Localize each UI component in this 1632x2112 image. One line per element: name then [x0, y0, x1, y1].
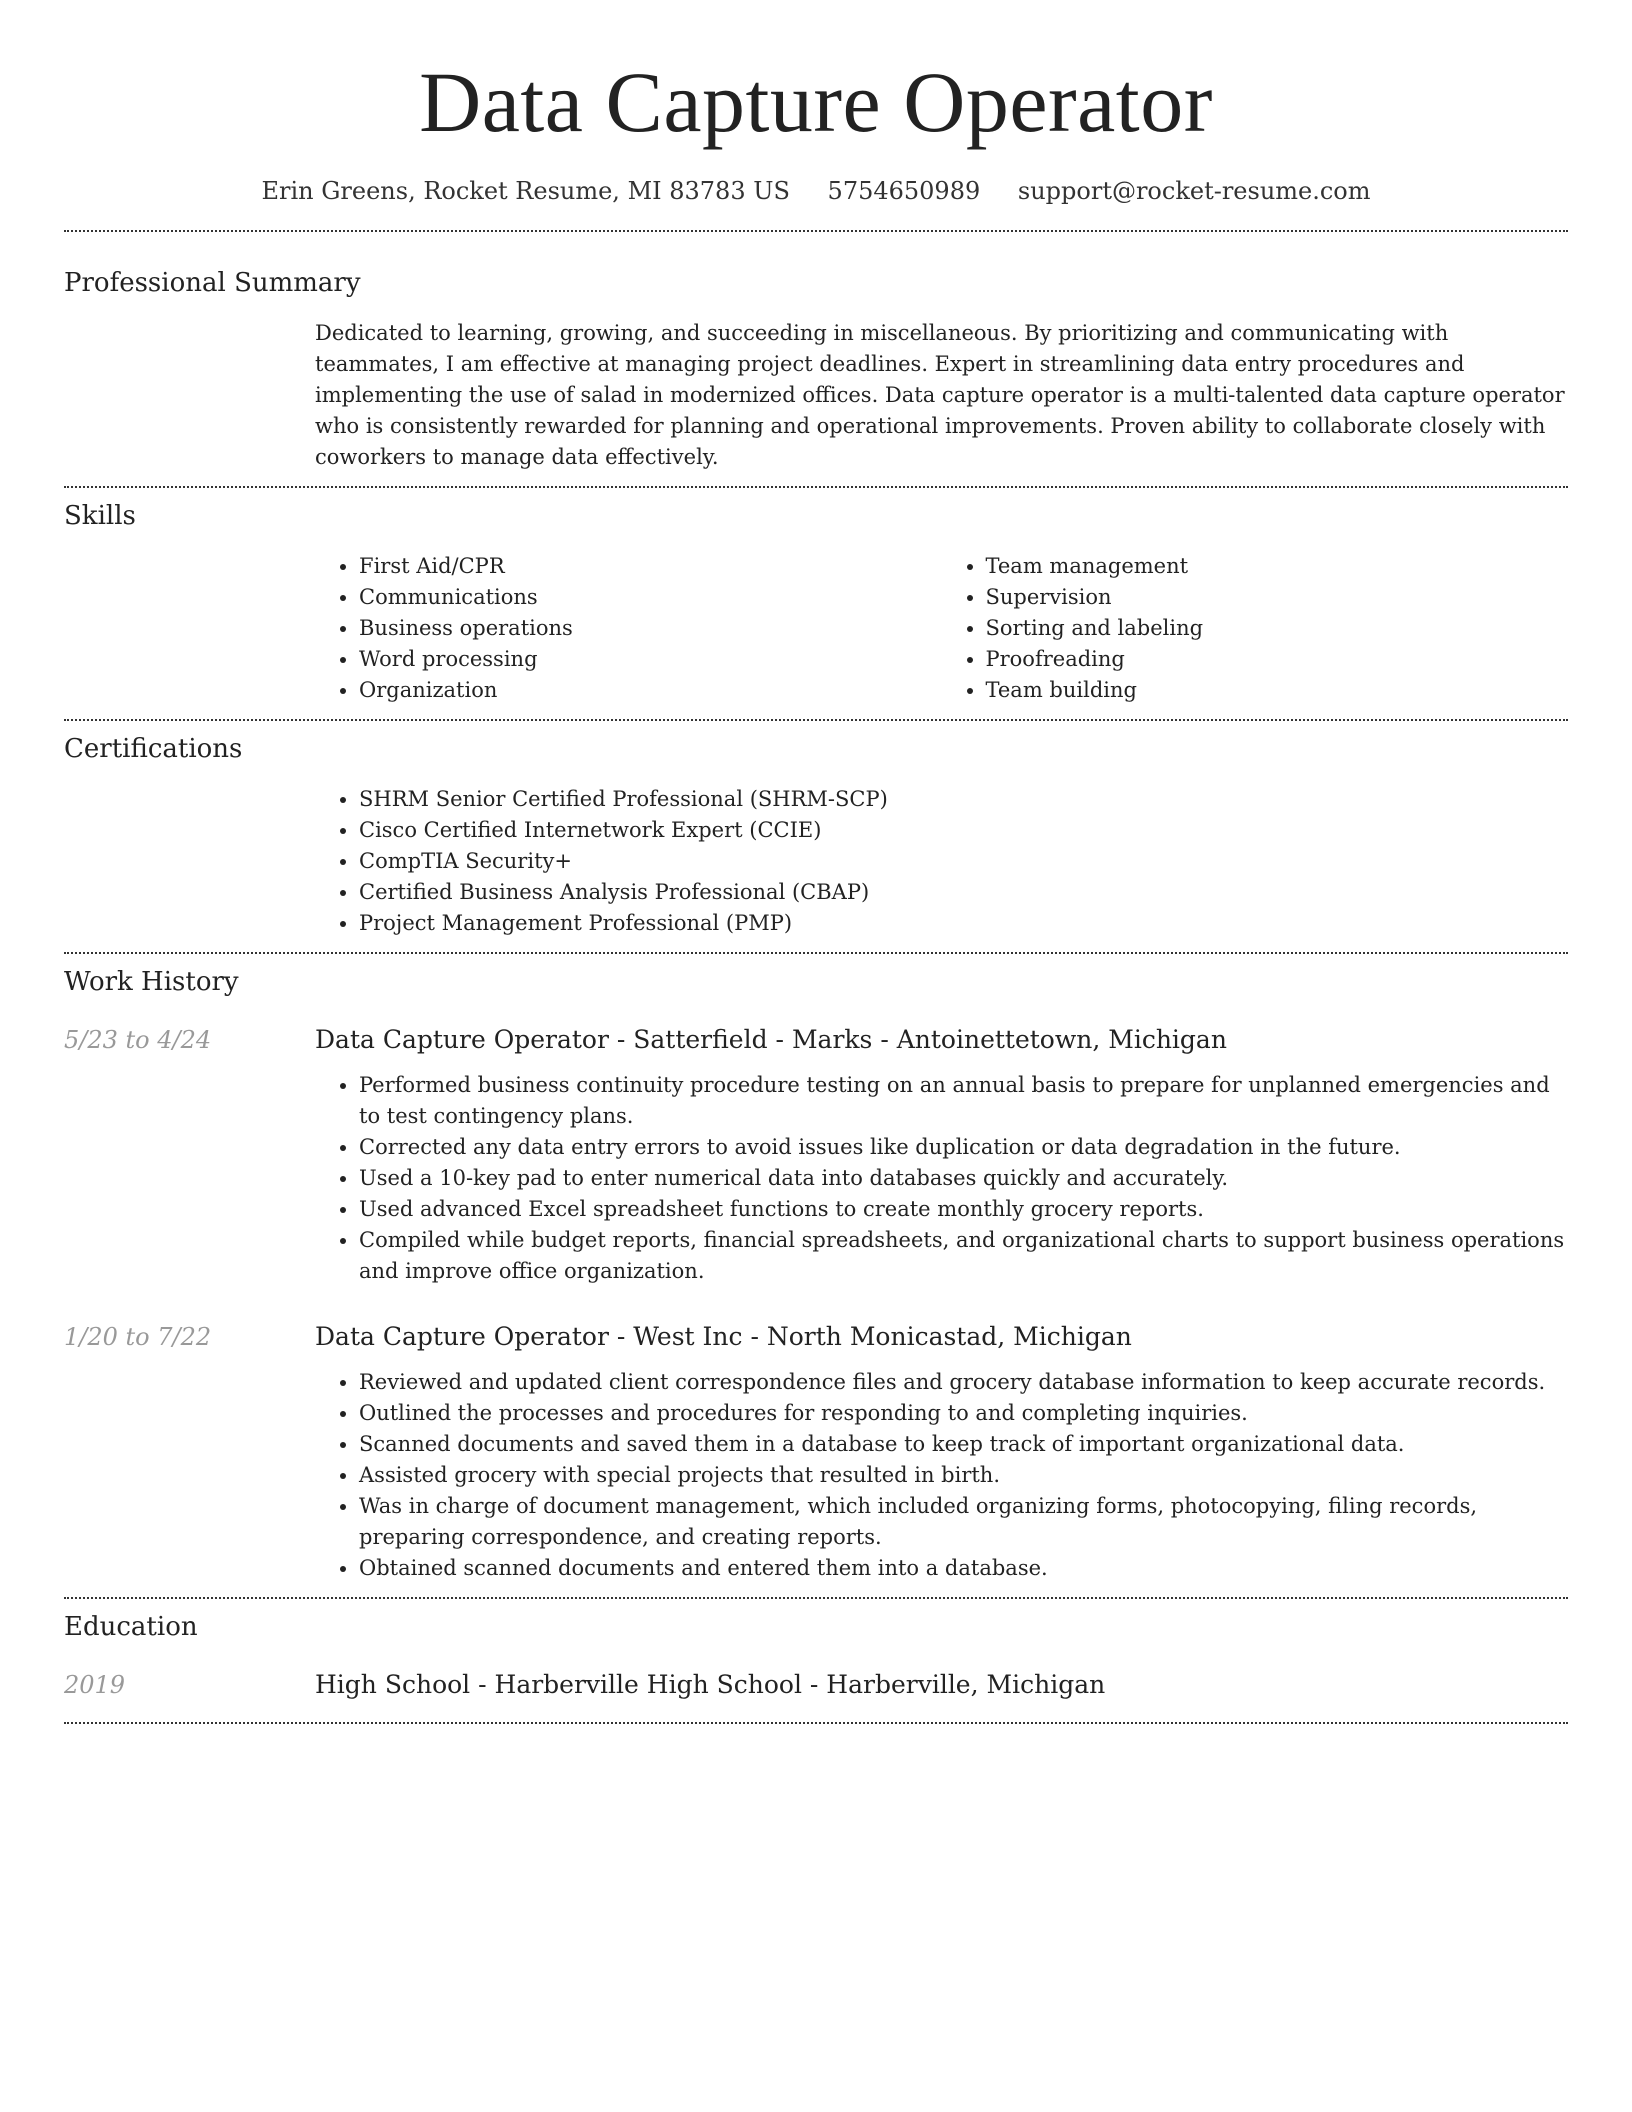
- job-bullet: • Performed business continuity procedure testing on an annual basis to prepare for unplanned emergencies and to test contingency plans.: [359, 1070, 1568, 1132]
- job-bullet: • Reviewed and updated client correspondence files and grocery database information to keep accurate records.: [359, 1367, 1568, 1398]
- skill-item: • Sorting and labeling: [986, 613, 1569, 644]
- section-title-certifications: Certifications: [64, 734, 243, 764]
- job-dates: 1/20 to 7/22: [64, 1323, 212, 1351]
- skill-item: • Team building: [986, 675, 1569, 706]
- education-section: [64, 1599, 1568, 1702]
- job-bullet: • Scanned documents and saved them in a database to keep track of important organizational data.: [359, 1429, 1568, 1460]
- job-bullet: • Corrected any data entry errors to avoid issues like duplication or data degradation in the future.: [359, 1132, 1568, 1163]
- job-title: Data Capture Operator - Satterfield - Marks - Antoinettetown, Michigan: [315, 1025, 1227, 1054]
- skill-item: • Organization: [359, 675, 942, 706]
- education-degree: High School - Harberville High School - Harberville, Michigan: [315, 1670, 1106, 1699]
- skill-item: • Communications: [359, 582, 942, 613]
- skills-list-left: [315, 551, 942, 706]
- skills-list-right: [942, 551, 1569, 706]
- candidate-name: Data Capture Operator: [419, 54, 1213, 150]
- summary-text: Dedicated to learning, growing, and succeeding in miscellaneous. By prioritizing and communicating with teammates, I am effective at managing project deadlines. Expert in streamlining data entry procedures and implementing the use of salad in modernized offices. Data capture operator is a multi-talented data capture operator who is consistently rewarded for planning and operational improvements. Proven ability to collaborate closely with coworkers to manage data effectively.: [315, 321, 1565, 469]
- job-bullets: [315, 1070, 1568, 1287]
- skill-item: • Team management: [986, 551, 1569, 582]
- education-year: 2019: [64, 1671, 126, 1699]
- resume-page: [64, 0, 1568, 1724]
- job-bullet: • Was in charge of document management, which included organizing forms, photocopying, filing records, preparing correspondence, and creating reports.: [359, 1491, 1568, 1553]
- job-header: [64, 1320, 1568, 1354]
- job-bullet: • Used advanced Excel spreadsheet functions to create monthly grocery reports.: [359, 1194, 1568, 1225]
- summary-section: [64, 232, 1568, 473]
- certifications-section: [64, 721, 1568, 939]
- section-title-skills: Skills: [64, 501, 136, 531]
- job-bullet: • Compiled while budget reports, financial spreadsheets, and organizational charts to support business operations and improve office organization.: [359, 1225, 1568, 1287]
- certification-item: • CompTIA Security+: [359, 846, 1568, 877]
- job-title: Data Capture Operator - West Inc - North Monicastad, Michigan: [315, 1322, 1132, 1351]
- skills-grid: [315, 551, 1568, 706]
- job-bullet: • Assisted grocery with special projects that resulted in birth.: [359, 1460, 1568, 1491]
- work-section: [64, 954, 1568, 1584]
- contact-phone: 5754650989: [827, 177, 981, 205]
- education-row: [64, 1668, 1568, 1702]
- contact-email: support@rocket-resume.com: [1017, 177, 1371, 205]
- section-title-summary: Professional Summary: [64, 268, 361, 298]
- job-bullet: • Obtained scanned documents and entered them into a database.: [359, 1553, 1568, 1584]
- certifications-list: [315, 784, 1568, 939]
- job-bullets: [315, 1367, 1568, 1584]
- skill-item: • Business operations: [359, 613, 942, 644]
- job-dates: 5/23 to 4/24: [64, 1026, 212, 1054]
- contact-address: Erin Greens, Rocket Resume, MI 83783 US: [261, 177, 790, 205]
- certification-item: • Project Management Professional (PMP): [359, 908, 1568, 939]
- skills-section: [64, 488, 1568, 706]
- certification-item: • Cisco Certified Internetwork Expert (CCIE): [359, 815, 1568, 846]
- section-title-education: Education: [64, 1612, 198, 1642]
- job-bullet-list: [315, 1367, 1568, 1584]
- skill-item: • Word processing: [359, 644, 942, 675]
- job-bullet: • Used a 10-key pad to enter numerical data into databases quickly and accurately.: [359, 1163, 1568, 1194]
- job-bullet: • Outlined the processes and procedures for responding to and completing inquiries.: [359, 1398, 1568, 1429]
- certifications-content: [315, 784, 1568, 939]
- resume-header: [64, 0, 1568, 208]
- contact-line: [64, 174, 1568, 208]
- job-bullet-list: [315, 1070, 1568, 1287]
- job-header: [64, 1023, 1568, 1057]
- certification-item: • SHRM Senior Certified Professional (SHRM-SCP): [359, 784, 1568, 815]
- divider: [64, 1722, 1568, 1724]
- section-title-work: Work History: [64, 967, 239, 997]
- skill-item: • Proofreading: [986, 644, 1569, 675]
- skill-item: • First Aid/CPR: [359, 551, 942, 582]
- summary-content: [315, 318, 1568, 473]
- certification-item: • Certified Business Analysis Professional (CBAP): [359, 877, 1568, 908]
- skill-item: • Supervision: [986, 582, 1569, 613]
